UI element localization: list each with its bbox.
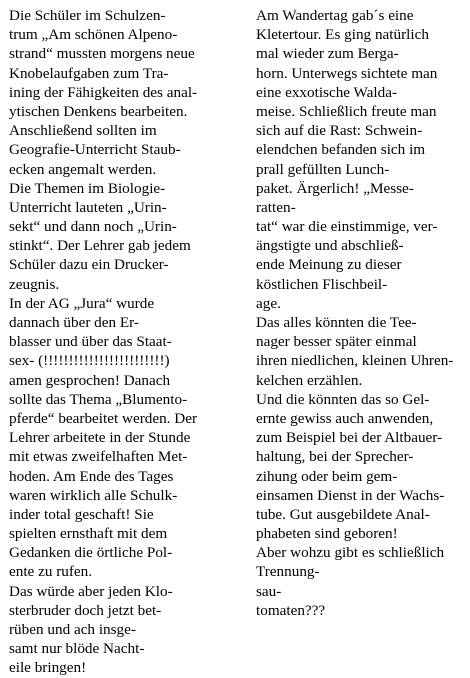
text-line: Und die könnten das so Gel- — [256, 390, 430, 408]
text-line: blasser und über das Staat- — [9, 333, 172, 351]
text-line: Am Wandertag gab´s eine — [256, 7, 414, 24]
text-line: Schüler dazu ein Drucker- — [9, 256, 169, 274]
text-line: Anschließend sollten im — [9, 122, 157, 140]
text-line: ratten- — [256, 198, 296, 216]
text-line: zeugnis. — [9, 275, 60, 293]
text-line: eile bringen! — [9, 659, 87, 677]
text-line: dannach über den Er- — [9, 314, 139, 331]
text-line: Die Schüler im Schulzen- — [9, 7, 166, 24]
text-line: sekt“ und dann noch „Urin- — [9, 218, 177, 236]
text-line: Das alles könnten die Tee- — [256, 314, 417, 331]
text-line: Geografie-Unterricht Staub- — [9, 141, 181, 159]
text-line: horn. Unterwegs sichtete man — [256, 64, 438, 82]
right-text-column — [256, 6, 466, 620]
text-line: spielten ernsthaft mit dem — [9, 525, 168, 543]
text-line: waren wirklich alle Schulk- — [9, 486, 178, 504]
text-line: amen gesprochen! Danach — [9, 371, 171, 389]
text-line: samt nur blöde Nacht- — [9, 640, 145, 658]
text-line: Gedanken die örtliche Pol- — [9, 544, 173, 562]
text-line: sterbruder doch jetzt bet- — [9, 601, 162, 619]
text-line: köstlichen Flischbeil- — [256, 275, 388, 293]
text-line: ytischen Denkens bearbeiten. — [9, 102, 188, 120]
text-line: sollte das Thema „Blumento- — [9, 390, 188, 408]
text-line: stinkt“. Der Lehrer gab jedem — [9, 237, 191, 255]
text-line: Aber wohzu gibt es schließlich — [256, 544, 445, 562]
text-line: zum Beispiel bei der Altbauer- — [256, 429, 443, 447]
text-line: haltung, bei der Sprecher- — [256, 448, 414, 466]
text-line: kelchen erzählen. — [256, 371, 363, 389]
text-line: ining der Fähigkeiten des anal- — [9, 83, 198, 101]
text-line: ende Meinung zu dieser — [256, 256, 402, 274]
text-line: Lehrer arbeitete in der Stunde — [9, 429, 191, 447]
text-line: ecken angemalt werden. — [9, 160, 157, 178]
text-line: tomaten??? — [256, 601, 326, 619]
text-line: ernte gewiss auch anwenden, — [256, 409, 434, 427]
text-line: ihren niedlichen, kleinen Uhren- — [256, 352, 454, 370]
text-line: zihung oder beim gem- — [256, 467, 398, 485]
text-line: sex- (!!!!!!!!!!!!!!!!!!!!!!!!) — [9, 352, 170, 370]
text-line: Knobelaufgaben zum Tra- — [9, 64, 169, 82]
text-line: Trennung- — [256, 563, 320, 581]
text-line: hoden. Am Ende des Tages — [9, 467, 174, 485]
text-line: eine exxotische Walda- — [256, 83, 398, 101]
text-line: Die Themen im Biologie- — [9, 179, 166, 197]
text-line: Das würde aber jeden Klo- — [9, 582, 173, 600]
text-line: Kletertour. Es ging natürlich — [256, 26, 429, 44]
text-line: prall gefüllten Lunch- — [256, 160, 390, 178]
text-line: inder total geschaft! Sie — [9, 505, 154, 523]
text-line: einsamen Dienst in der Wachs- — [256, 486, 445, 504]
left-text-column — [9, 6, 234, 678]
text-line: Unterricht lauteten „Urin- — [9, 198, 167, 216]
text-line: phabeten sind geboren! — [256, 525, 398, 543]
text-line: In der AG „Jura“ wurde — [9, 294, 155, 312]
text-line: nager besser später einmal — [256, 333, 417, 351]
text-line: age. — [256, 294, 281, 312]
text-line: sau- — [256, 582, 282, 600]
text-line: pferde“ bearbeitet werden. Der — [9, 409, 198, 427]
text-line: meise. Schließlich freute man — [256, 102, 437, 120]
text-line: paket. Ärgerlich! „Messe- — [256, 179, 414, 197]
text-line: mit etwas zweifelhaften Met- — [9, 448, 188, 466]
text-line: sich auf die Rast: Schwein- — [256, 122, 423, 140]
text-line: mal wieder zum Berga- — [256, 45, 399, 63]
text-line: elendchen befanden sich im — [256, 141, 426, 159]
text-line: trum „Am schönen Alpeno- — [9, 26, 178, 44]
text-line: tube. Gut ausgebildete Anal- — [256, 505, 430, 523]
text-line: ente zu rufen. — [9, 563, 93, 581]
text-line: rüben und ach insge- — [9, 621, 136, 638]
text-line: ängstigte und abschließ- — [256, 237, 404, 255]
text-line: tat“ war die einstimmige, ver- — [256, 218, 438, 236]
text-line: strand“ mussten morgens neue — [9, 45, 195, 63]
